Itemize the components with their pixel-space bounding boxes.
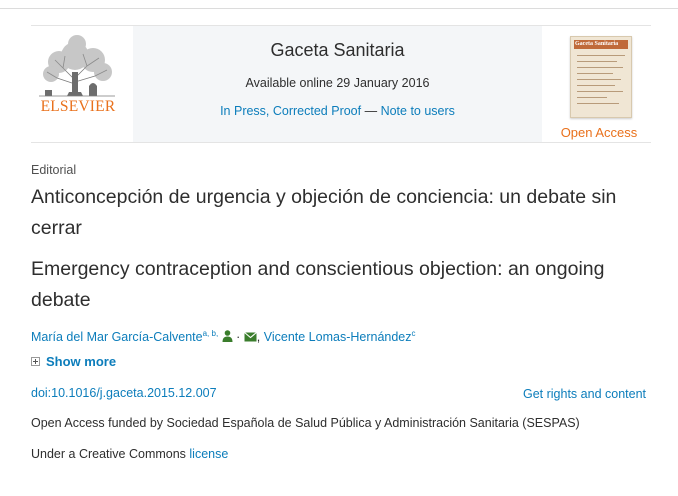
show-more-toggle[interactable] — [31, 354, 116, 369]
author-affiliation-marker[interactable]: a, b, — [202, 329, 219, 338]
journal-title[interactable]: Gaceta Sanitaria — [270, 40, 405, 60]
status-link[interactable]: In Press, Corrected Proof — [220, 104, 362, 118]
rights-and-content-link[interactable]: Get rights and content — [523, 387, 646, 401]
author-link[interactable]: Vicente Lomas-Hernández — [263, 330, 412, 344]
funding-statement: Open Access funded by Sociedad Española de Salud Pública y Administración Sanitaria (SESPAS) — [31, 416, 580, 430]
journal-panel — [133, 26, 542, 142]
top-divider — [0, 8, 678, 9]
open-access-label: Open Access — [560, 125, 638, 140]
note-to-users-link[interactable]: Note to users — [380, 104, 455, 118]
journal-cover-thumbnail[interactable] — [570, 36, 632, 118]
icon-separator: · — [232, 330, 244, 344]
plus-icon[interactable] — [31, 357, 40, 366]
cover-text-line — [577, 97, 607, 98]
cover-text-line — [577, 67, 623, 68]
author-list — [31, 329, 416, 344]
article-title: Anticoncepción de urgencia y objeción de conciencia: un debate sin cerrar — [31, 186, 617, 239]
publisher-wordmark[interactable]: ELSEVIER — [40, 98, 116, 115]
cover-text-line — [577, 85, 615, 86]
license-statement — [31, 447, 228, 461]
cover-text-line — [577, 73, 613, 74]
doi-link[interactable]: doi:10.1016/j.gaceta.2015.12.007 — [31, 386, 217, 400]
article-status — [133, 104, 542, 118]
cover-text-line — [577, 55, 625, 56]
article-type: Editorial — [31, 163, 77, 177]
show-more-label[interactable]: Show more — [46, 354, 117, 369]
license-link[interactable]: license — [189, 447, 229, 461]
author-separator: , — [256, 330, 261, 344]
license-prefix: Under a Creative Commons — [31, 447, 190, 461]
mail-icon[interactable] — [244, 332, 257, 342]
author-affiliation-marker[interactable]: c — [411, 329, 416, 338]
cover-text-line — [577, 61, 617, 62]
cover-text-line — [577, 79, 621, 80]
author-link[interactable]: María del Mar García-Calvente — [31, 330, 203, 344]
cover-journal-name: Gaceta Sanitaria — [575, 41, 619, 47]
cover-text-line — [577, 91, 623, 92]
status-separator: — — [361, 104, 381, 118]
available-online-date: Available online 29 January 2016 — [245, 76, 430, 90]
cover-text-line — [577, 103, 619, 104]
article-title-english: Emergency contraception and conscientious objection: an ongoing debate — [31, 258, 605, 311]
person-icon[interactable] — [222, 330, 233, 342]
